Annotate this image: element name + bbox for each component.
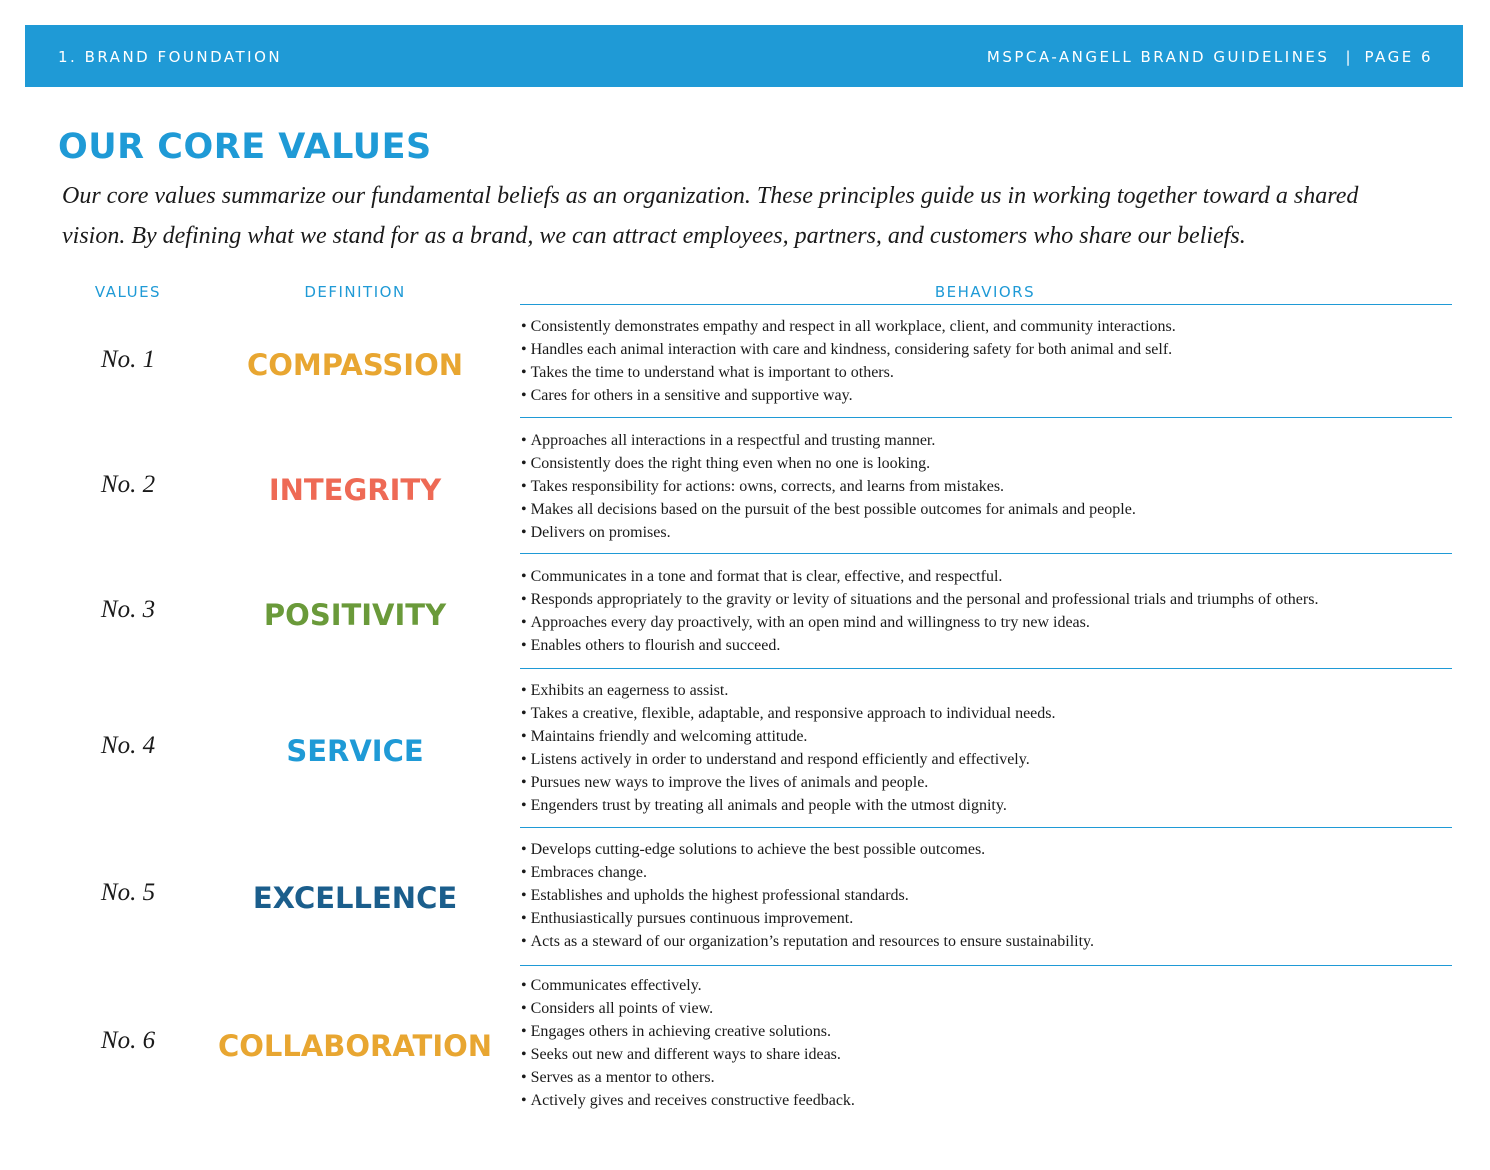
behavior-item: • Enthusiastically pursues continuous improvement. [521,907,1451,930]
behavior-item: • Pursues new ways to improve the lives of animals and people. [521,771,1451,794]
behavior-item: • Takes responsibility for actions: owns, corrects, and learns from mistakes. [521,475,1451,498]
divider [520,827,1452,828]
behavior-item: • Exhibits an eagerness to assist. [521,679,1451,702]
value-number: No. 5 [100,879,156,906]
divider [520,304,1452,305]
value-number: No. 1 [100,346,156,373]
behavior-list [521,974,1451,1112]
value-name: EXCELLENCE [252,881,458,915]
column-header-behaviors: BEHAVIORS [934,283,1036,301]
intro-paragraph: Our core values summarize our fundamental beliefs as an organization. These principles guide us in working together toward a shared vision. By defining what we stand for as a brand, we can attract employees, partners, and customers who share our beliefs. [62,183,1359,249]
behavior-item: • Engenders trust by treating all animals and people with the utmost dignity. [521,794,1451,817]
divider [520,553,1452,554]
column-header-definition: DEFINITION [304,283,406,301]
behavior-item: • Makes all decisions based on the pursuit of the best possible outcomes for animals and people. [521,498,1451,521]
behavior-item: • Actively gives and receives constructive feedback. [521,1089,1451,1112]
document-title: MSPCA-ANGELL BRAND GUIDELINES [986,48,1330,66]
behavior-item: • Handles each animal interaction with care and kindness, considering safety for both animal and self. [521,338,1451,361]
behavior-list [521,565,1451,657]
behavior-item: • Approaches every day proactively, with an open mind and willingness to try new ideas. [521,611,1451,634]
behavior-item: • Consistently demonstrates empathy and respect in all workplace, client, and community interactions. [521,315,1451,338]
value-name: SERVICE [286,734,424,768]
behavior-item: • Maintains friendly and welcoming attitude. [521,725,1451,748]
behavior-item: • Takes a creative, flexible, adaptable, and responsive approach to individual needs. [521,702,1451,725]
divider [520,668,1452,669]
behavior-item: • Communicates in a tone and format that is clear, effective, and respectful. [521,565,1451,588]
value-name: POSITIVITY [263,598,447,632]
divider [520,965,1452,966]
page-number: PAGE 6 [1364,48,1433,66]
section-label: 1. BRAND FOUNDATION [58,48,283,66]
behavior-item: • Enables others to flourish and succeed. [521,634,1451,657]
value-number: No. 3 [100,596,156,623]
divider [520,417,1452,418]
behavior-list [521,315,1451,407]
behavior-item: • Approaches all interactions in a respectful and trusting manner. [521,429,1451,452]
header-separator: | [1345,48,1351,66]
page-title: OUR CORE VALUES [58,127,432,167]
behavior-item: • Acts as a steward of our organization’s reputation and resources to ensure sustainability. [521,930,1451,953]
behavior-item: • Embraces change. [521,861,1451,884]
value-number: No. 6 [100,1027,156,1054]
value-number: No. 4 [100,732,156,759]
behavior-item: • Engages others in achieving creative solutions. [521,1020,1451,1043]
behavior-item: • Delivers on promises. [521,521,1451,544]
behavior-item: • Communicates effectively. [521,974,1451,997]
header-bar [25,25,1463,87]
value-name: COMPASSION [246,348,463,382]
behavior-item: • Cares for others in a sensitive and supportive way. [521,384,1451,407]
behavior-item: • Takes the time to understand what is important to others. [521,361,1451,384]
behavior-item: • Establishes and upholds the highest professional standards. [521,884,1451,907]
behavior-list [521,429,1451,544]
value-name: INTEGRITY [268,473,442,507]
behavior-item: • Listens actively in order to understand and respond efficiently and effectively. [521,748,1451,771]
column-header-values: VALUES [94,283,162,301]
value-name: COLLABORATION [217,1029,493,1063]
value-number: No. 2 [100,471,156,498]
behavior-item: • Considers all points of view. [521,997,1451,1020]
behavior-item: • Consistently does the right thing even when no one is looking. [521,452,1451,475]
behavior-item: • Serves as a mentor to others. [521,1066,1451,1089]
behavior-list [521,679,1451,817]
behavior-item: • Seeks out new and different ways to share ideas. [521,1043,1451,1066]
behavior-list [521,838,1451,953]
behavior-item: • Responds appropriately to the gravity or levity of situations and the personal and professional trials and triumphs of others. [521,588,1451,611]
header-right [987,48,1433,66]
behavior-item: • Develops cutting-edge solutions to achieve the best possible outcomes. [521,838,1451,861]
